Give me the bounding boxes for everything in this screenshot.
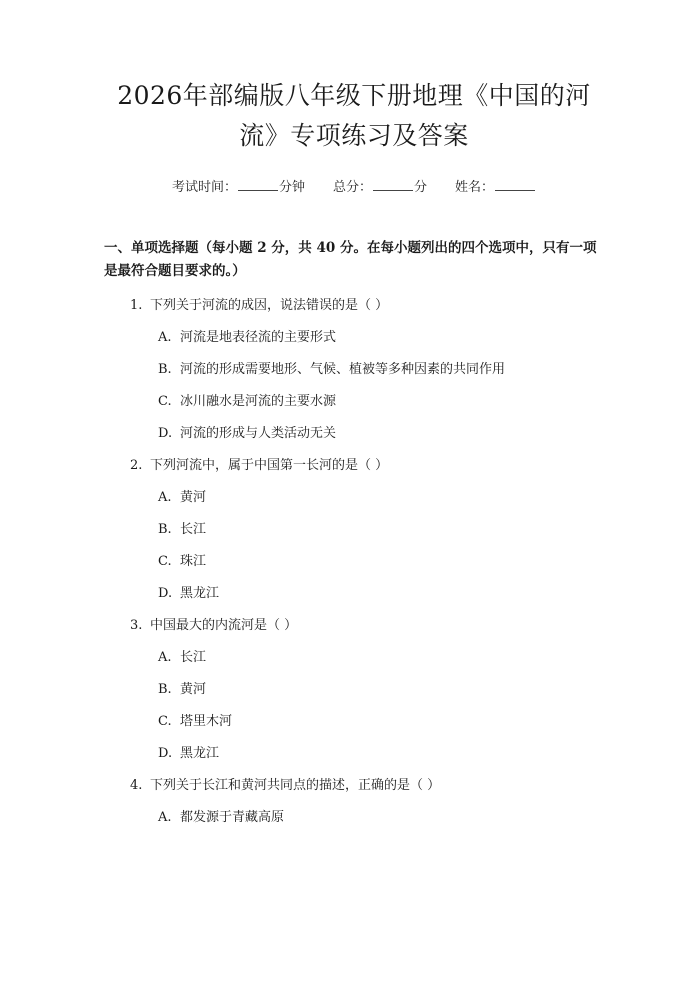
score-blank	[373, 178, 413, 191]
question-stem: 下列关于河流的成因，说法错误的是（ ）	[150, 298, 389, 313]
option-2a	[158, 489, 604, 507]
option-2d	[158, 585, 604, 603]
question-number: 2.	[130, 458, 143, 473]
title-line-2: 流》专项练习及答案	[239, 121, 469, 150]
option-2b	[158, 521, 604, 539]
option-letter: D.	[158, 746, 173, 761]
option-letter: B.	[158, 522, 172, 537]
option-text: 珠江	[180, 554, 207, 569]
option-letter: D.	[158, 586, 173, 601]
option-letter: C.	[158, 554, 172, 569]
question-number: 1.	[130, 298, 143, 313]
question-stem: 下列关于长江和黄河共同点的描述，正确的是（ ）	[150, 778, 441, 793]
question-3	[130, 617, 604, 635]
option-4a	[158, 809, 604, 827]
score-label: 总分：	[332, 180, 372, 195]
exam-page	[0, 76, 700, 981]
question-number: 3.	[130, 618, 143, 633]
option-text: 长江	[180, 650, 207, 665]
question-stem: 下列河流中，属于中国第一长河的是（ ）	[150, 458, 389, 473]
name-blank	[495, 178, 535, 191]
time-label: 考试时间：	[171, 180, 237, 195]
question-list	[104, 297, 604, 827]
option-3a	[158, 649, 604, 667]
option-text: 黄河	[180, 682, 207, 697]
option-text: 河流的形成需要地形、气候、植被等多种因素的共同作用	[180, 362, 506, 377]
section-heading	[104, 237, 604, 283]
section-heading-line-2: 是最符合题目要求的。）	[104, 263, 246, 279]
page-title	[104, 76, 604, 156]
question-4	[130, 777, 604, 795]
question-stem: 中国最大的内流河是（ ）	[150, 618, 298, 633]
option-text: 黑龙江	[180, 586, 220, 601]
option-letter: A.	[158, 810, 172, 825]
option-3b	[158, 681, 604, 699]
option-1d	[158, 425, 604, 443]
score-field	[333, 176, 427, 195]
option-text: 长江	[180, 522, 207, 537]
option-letter: D.	[158, 426, 173, 441]
name-field	[455, 176, 536, 195]
question-number: 4.	[130, 778, 143, 793]
option-letter: C.	[158, 714, 172, 729]
option-letter: A.	[158, 490, 172, 505]
section-heading-line-1: 一、单项选择题（每小题 2 分，共 40 分。在每小题列出的四个选项中，只有一项	[104, 240, 597, 256]
score-unit: 分	[414, 180, 428, 195]
option-text: 河流是地表径流的主要形式	[180, 330, 337, 345]
time-blank	[238, 178, 278, 191]
option-1c	[158, 393, 604, 411]
option-letter: B.	[158, 362, 172, 377]
question-1	[130, 297, 604, 315]
option-letter: A.	[158, 650, 172, 665]
option-text: 河流的形成与人类活动无关	[180, 426, 337, 441]
option-text: 黄河	[180, 490, 207, 505]
name-label: 姓名：	[455, 180, 495, 195]
option-letter: C.	[158, 394, 172, 409]
exam-meta	[104, 176, 604, 195]
option-1a	[158, 329, 604, 347]
option-letter: B.	[158, 682, 172, 697]
option-text: 黑龙江	[180, 746, 220, 761]
time-unit: 分钟	[278, 180, 305, 195]
option-3c	[158, 713, 604, 731]
option-text: 都发源于青藏高原	[180, 810, 285, 825]
option-1b	[158, 361, 604, 379]
option-letter: A.	[158, 330, 172, 345]
question-2	[130, 457, 604, 475]
title-line-1: 2026年部编版八年级下册地理《中国的河	[117, 81, 591, 110]
option-3d	[158, 745, 604, 763]
option-2c	[158, 553, 604, 571]
option-text: 塔里木河	[180, 714, 233, 729]
option-text: 冰川融水是河流的主要水源	[180, 394, 337, 409]
time-field	[172, 176, 305, 195]
